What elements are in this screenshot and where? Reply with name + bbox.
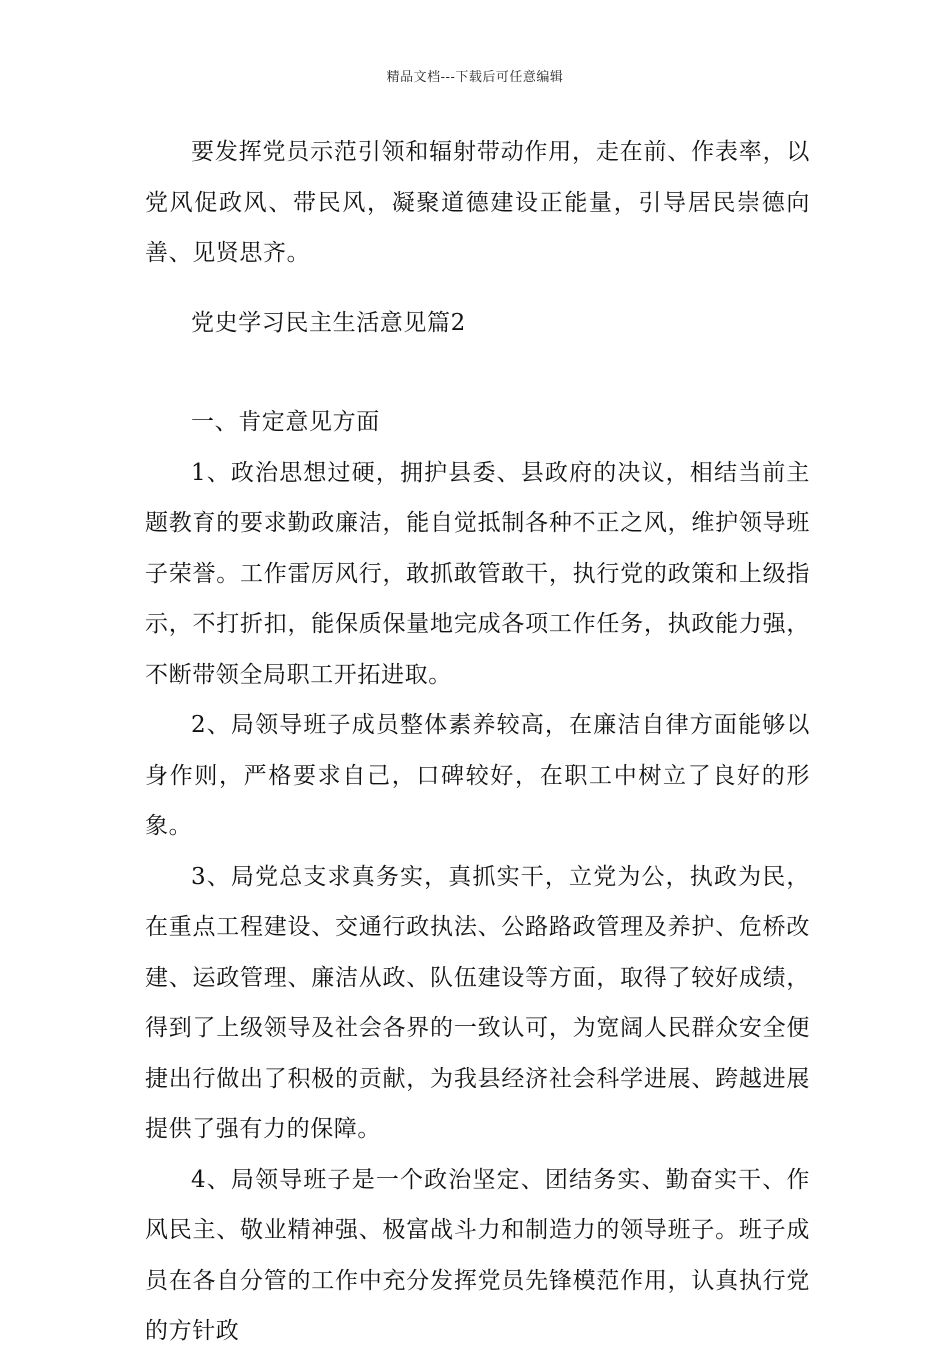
- paragraph-item-4: 4、局领导班子是一个政治坚定、团结务实、勤奋实干、作风民主、敬业精神强、极富战斗力和制造力的领导班子。班子成员在各自分管的工作中充分发挥党员先锋模范作用，认真执行党的方针政: [145, 1166, 810, 1344]
- paragraph-item-1: 1、政治思想过硬，拥护县委、县政府的决议，相结当前主题教育的要求勤政廉洁，能自觉抵制各种不正之风，维护领导班子荣誉。工作雷厉风行，敢抓敢管敢干，执行党的政策和上级指示，不打折扣，能保质保量地完成各项工作任务，执政能力强，不断带领全局职工开拓进取。: [145, 459, 810, 688]
- document-body: [145, 127, 810, 1357]
- paragraph-item-3: 3、局党总支求真务实，真抓实干，立党为公，执政为民，在重点工程建设、交通行政执法、公路路政管理及养护、危桥改建、运政管理、廉洁从政、队伍建设等方面，取得了较好成绩，得到了上级领导及社会各界的一致认可，为宽阔人民群众安全便捷出行做出了积极的贡献，为我县经济社会科学进展、跨越进展提供了强有力的保障。: [145, 863, 810, 1142]
- blank-line: [145, 348, 810, 392]
- paragraph-item-2: 2、局领导班子成员整体素养较高，在廉洁自律方面能够以身作则，严格要求自己，口碑较好，在职工中树立了良好的形象。: [145, 712, 810, 839]
- subsection-heading: 一、肯定意见方面: [191, 409, 380, 435]
- section-title: 党史学习民主生活意见篇2: [191, 309, 466, 336]
- page-header: 精品文档---下载后可任意编辑: [386, 70, 564, 85]
- paragraph-intro: 要发挥党员示范引领和辐射带动作用，走在前、作表率，以党风促政风、带民风，凝聚道德建设正能量，引导居民崇德向善、见贤思齐。: [145, 139, 810, 266]
